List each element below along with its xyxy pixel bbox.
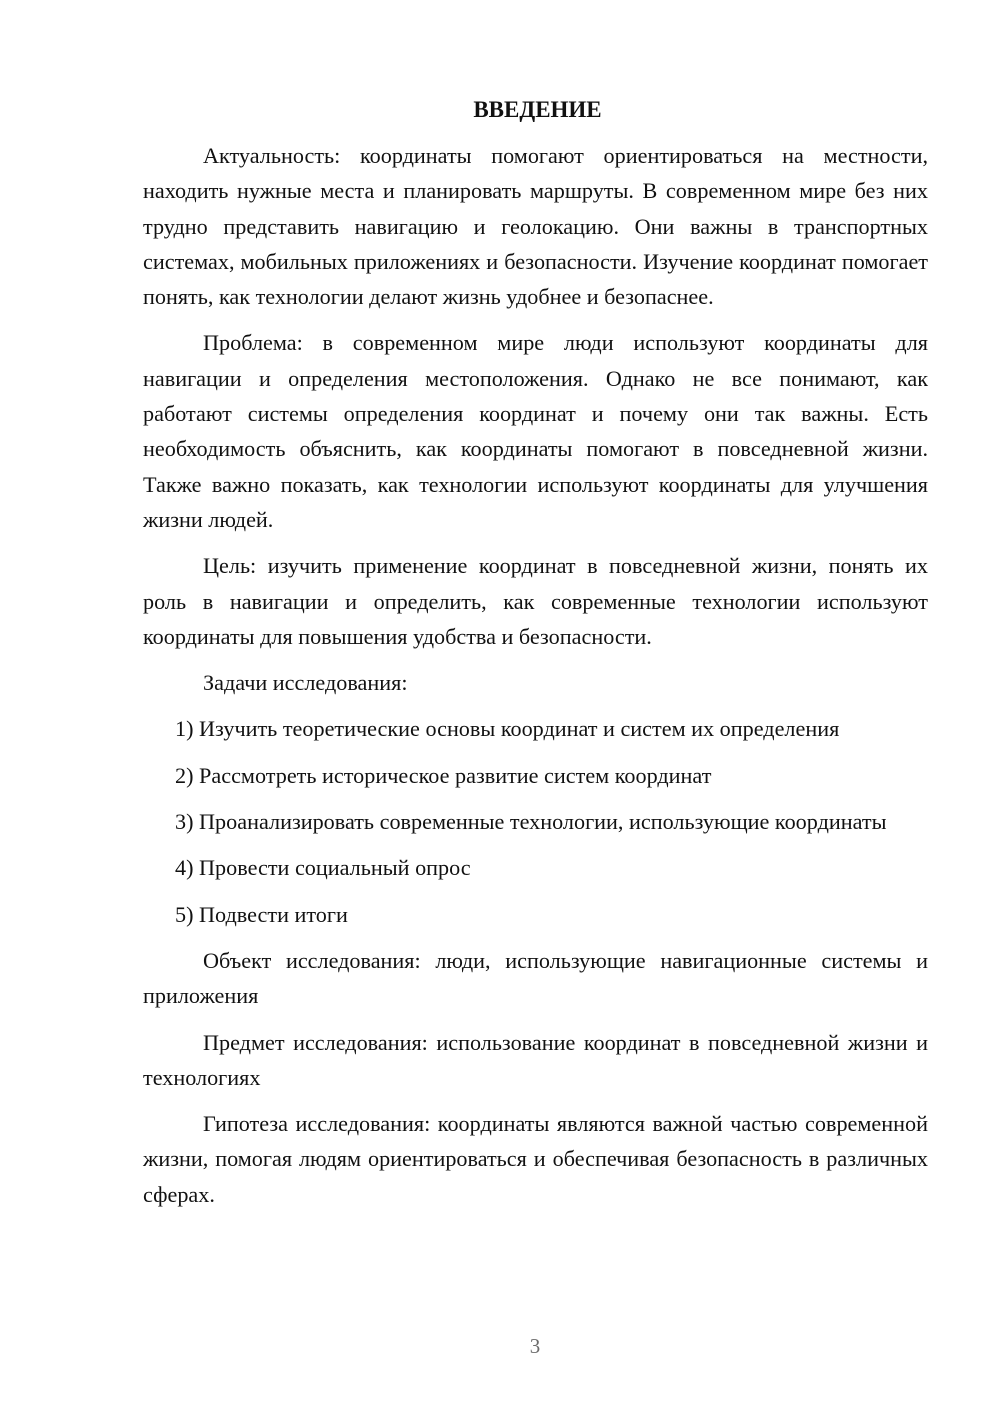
page-number: 3 (529, 1334, 541, 1358)
paragraph-tasks-heading: Задачи исследования: (203, 670, 408, 696)
task-item-4: 4) Провести социальный опрос (175, 855, 471, 881)
page-content (143, 95, 928, 1223)
task-item-1: 1) Изучить теоретические основы координат и систем их определения (175, 716, 840, 742)
paragraph-object: Объект исследования: люди, использующие навигационные системы и приложения (143, 947, 928, 1009)
task-item-2: 2) Рассмотреть историческое развитие систем координат (175, 762, 712, 788)
paragraph-problem: Проблема: в современном мире люди используют координаты для навигации и определения местоположения. Однако не все понимают, как работают системы определения координат и почему они так важны. Есть необходимость объяснить, как координаты помогают в повседневной жизни. Также важно показать, как технологии используют координаты для улучшения жизни людей. (143, 330, 928, 532)
section-heading: ВВЕДЕНИЕ (473, 97, 602, 122)
paragraph-relevance: Актуальность: координаты помогают ориентироваться на местности, находить нужные места и планировать маршруты. В современном мире без них трудно представить навигацию и геолокацию. Они важны в транспортных системах, мобильных приложениях и безопасности. Изучение координат помогает понять, как технологии делают жизнь удобнее и безопаснее. (143, 143, 928, 310)
task-item-3: 3) Проанализировать современные технологии, использующие координаты (175, 809, 887, 835)
paragraph-subject: Предмет исследования: использование координат в повседневной жизни и технологиях (143, 1029, 928, 1090)
paragraph-goal: Цель: изучить применение координат в повседневной жизни, понять их роль в навигации и определить, как современные технологии используют координаты для повышения удобства и безопасности. (143, 553, 928, 649)
task-item-5: 5) Подвести итоги (175, 901, 348, 927)
paragraph-hypothesis: Гипотеза исследования: координаты являются важной частью современной жизни, помогая людям ориентироваться и обеспечивая безопасность в различных сферах. (143, 1111, 928, 1207)
